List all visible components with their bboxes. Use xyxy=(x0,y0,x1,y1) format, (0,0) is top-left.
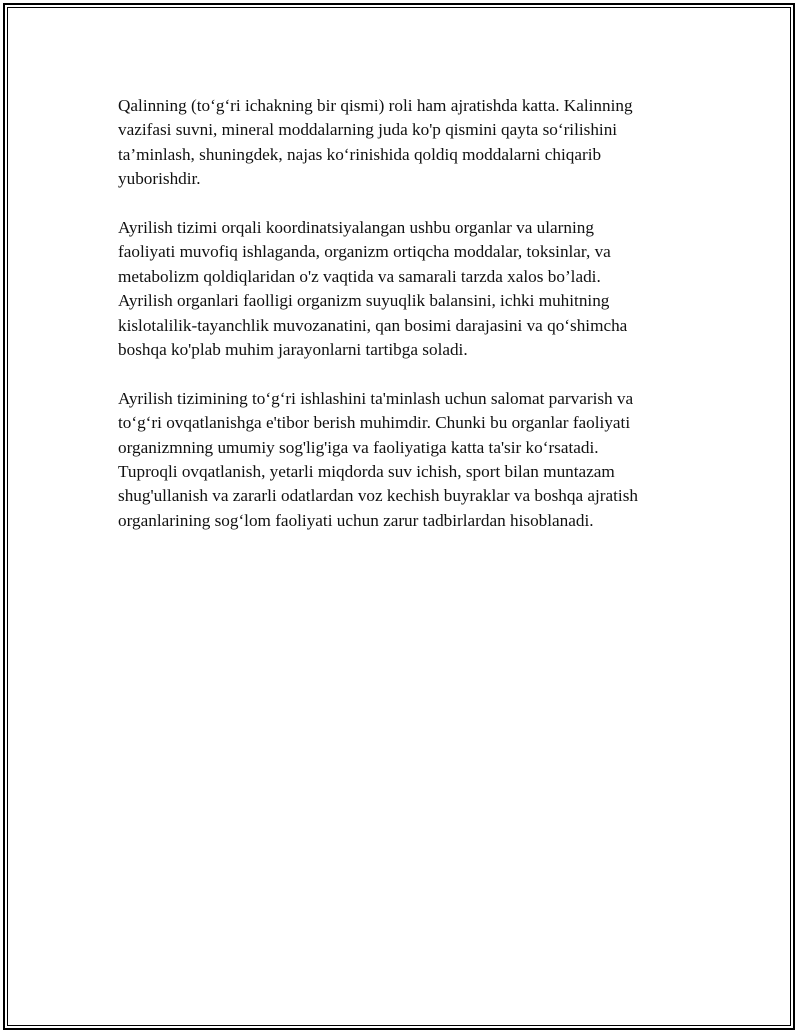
text-line: yuborishdir. xyxy=(118,169,201,189)
text-line: Qalinning (to‘g‘ri ichakning bir qismi) roli ham ajratishda katta. Kalinning xyxy=(118,96,633,115)
document-body xyxy=(118,94,698,558)
text-line: kislotalilik-tayanchlik muvozanatini, qan bosimi darajasini va qo‘shimcha xyxy=(118,315,628,335)
text-line: Ayrilish organlari faolligi organizm suyuqlik balansini, ichki muhitning xyxy=(118,291,610,311)
paragraph-2 xyxy=(118,216,698,362)
text-line: boshqa ko'plab muhim jarayonlarni tartibga soladi. xyxy=(118,340,468,360)
text-line: organizmning umumiy sog'lig'iga va faoliyatiga katta ta'sir ko‘rsatadi. xyxy=(118,437,599,457)
text-line: ta’minlash, shuningdek, najas ko‘rinishida qoldiq moddalarni chiqarib xyxy=(118,144,602,164)
paragraph-3 xyxy=(118,387,698,533)
paragraph-1 xyxy=(118,94,698,192)
text-line: vazifasi suvni, mineral moddalarning juda ko'p qismini qayta so‘rilishini xyxy=(118,120,618,140)
text-line: metabolizm qoldiqlaridan o'z vaqtida va samarali tarzda xalos bo’ladi. xyxy=(118,266,601,286)
text-line: to‘g‘ri ovqatlanishga e'tibor berish muhimdir. Chunki bu organlar faoliyati xyxy=(118,413,631,433)
text-line: faoliyati muvofiq ishlaganda, organizm ortiqcha moddalar, toksinlar, va xyxy=(118,242,611,262)
text-line: Ayrilish tizimining to‘g‘ri ishlashini ta'minlash uchun salomat parvarish va xyxy=(118,388,634,408)
text-line: Tuproqli ovqatlanish, yetarli miqdorda suv ichish, sport bilan muntazam xyxy=(118,462,615,482)
text-line: Ayrilish tizimi orqali koordinatsiyalangan ushbu organlar va ularning xyxy=(118,218,594,238)
text-line: shug'ullanish va zararli odatlardan voz kechish buyraklar va boshqa ajratish xyxy=(118,486,638,506)
text-line: organlarining sog‘lom faoliyati uchun zarur tadbirlardan hisoblanadi. xyxy=(118,510,594,530)
